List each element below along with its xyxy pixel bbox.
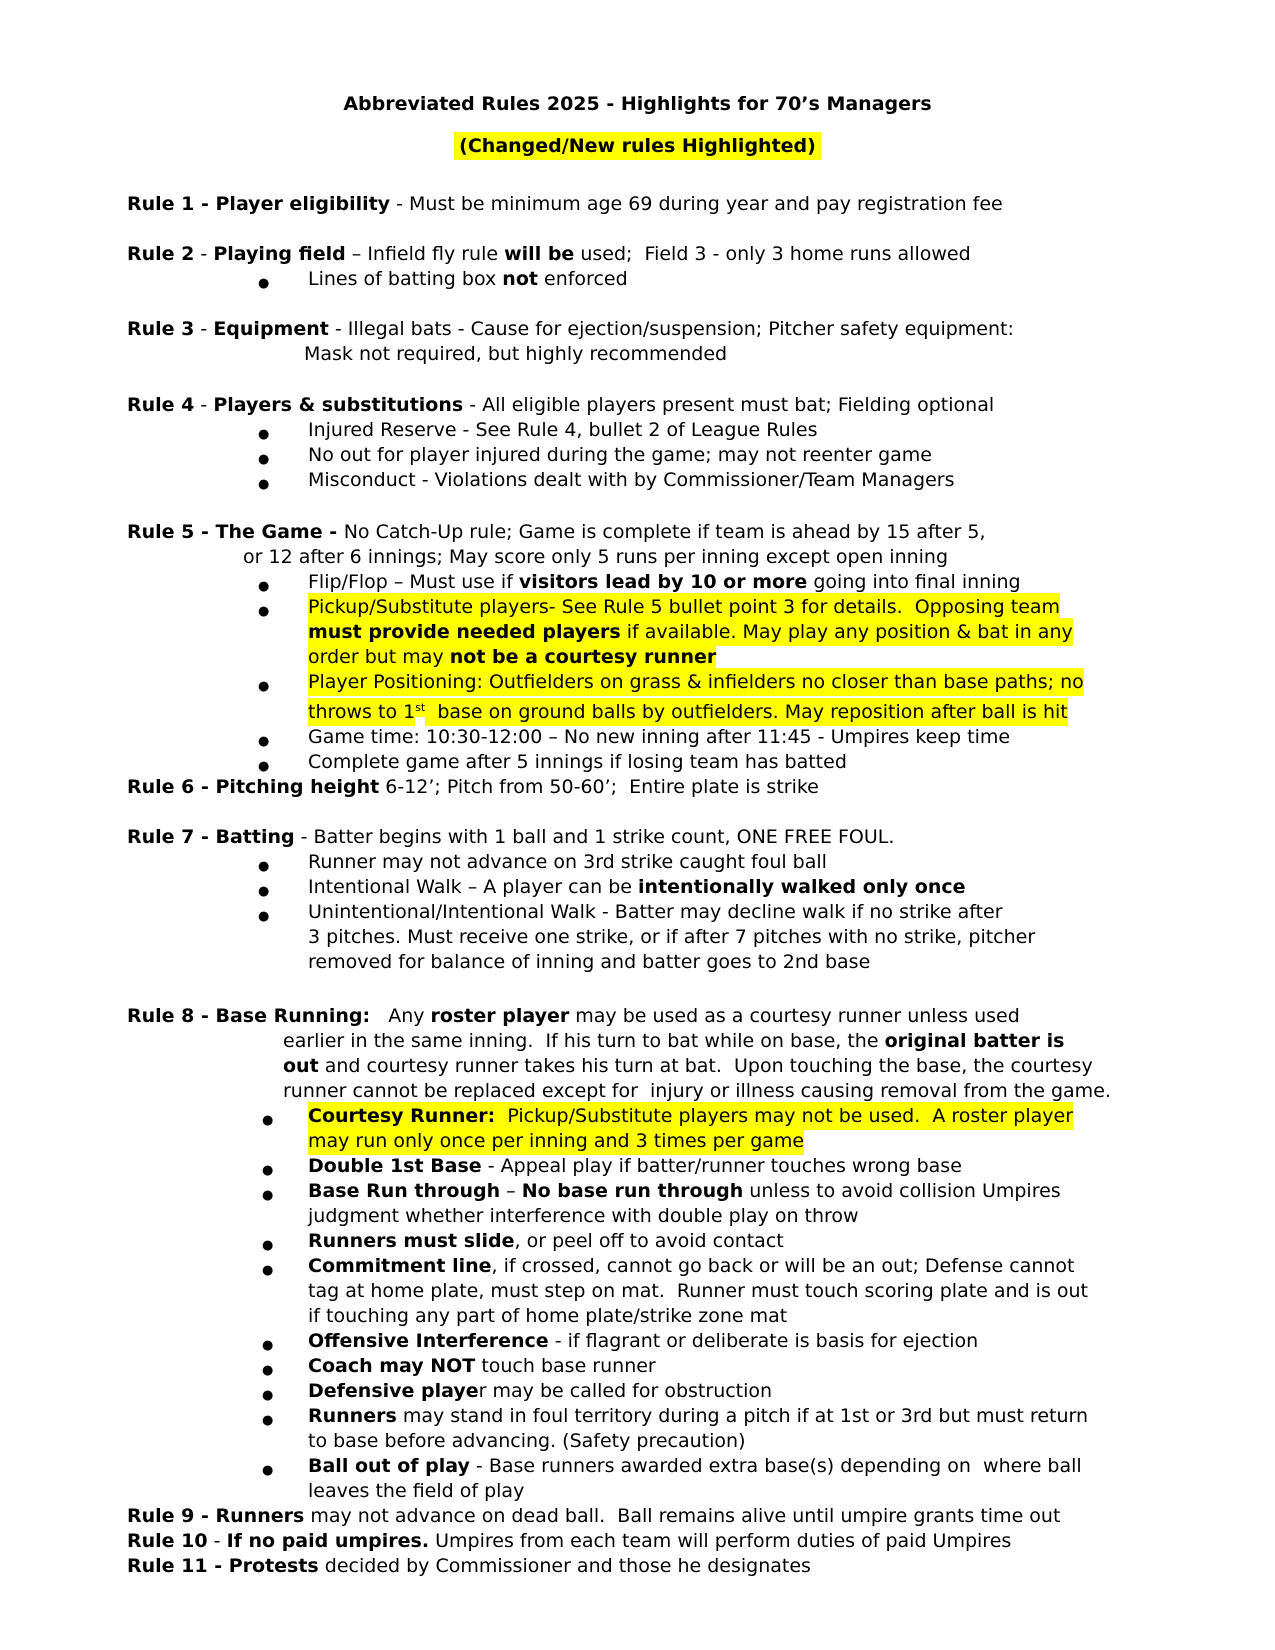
line-text — [308, 1455, 1082, 1477]
text-segment: Rule 7 - Batting — [127, 826, 295, 848]
bullet-item-highlighted — [0, 670, 1275, 695]
line-text — [308, 618, 1073, 646]
text-segment: No base run through — [521, 1180, 744, 1202]
continuation-line — [308, 645, 1275, 670]
text-segment: Lines of batting box — [308, 268, 503, 290]
text-segment: No out for player injured during the game; may not reenter game — [308, 444, 932, 466]
text-segment: Rule 6 - Pitching height — [127, 776, 380, 798]
text-segment: Abbreviated Rules 2025 - Highlights for 70’s Managers — [343, 93, 932, 115]
text-segment: - if flagrant or deliberate is basis for ejection — [548, 1330, 979, 1352]
text-segment: Rule 5 - The Game - — [127, 521, 344, 543]
line-text — [454, 132, 821, 160]
text-segment: order but may — [308, 643, 450, 671]
line-text — [308, 876, 966, 898]
text-segment: Offensive Interference — [308, 1330, 549, 1352]
text-segment: , if crossed, cannot go back or will be an out; Defense cannot — [491, 1255, 1075, 1277]
text-segment: Rule 4 — [127, 394, 195, 416]
line-text — [127, 521, 986, 543]
bullet-icon: ● — [258, 427, 270, 442]
bullet-item — [0, 1379, 1275, 1404]
line-text — [283, 1055, 1093, 1077]
text-segment: - Batter begins with 1 ball and 1 strike count, ONE FREE FOUL. — [294, 826, 895, 848]
bullet-item — [0, 1179, 1275, 1204]
text-segment: Double 1st Base — [308, 1155, 482, 1177]
text-segment: may stand in foul territory during a pitch if at 1st or 3rd but must return — [396, 1405, 1089, 1427]
rule-1 — [127, 192, 1275, 217]
text-segment: or 12 after 6 innings; May score only 5 runs per inning except open inning — [243, 546, 949, 568]
line-text — [127, 1005, 1020, 1027]
text-segment: touch base runner — [475, 1355, 656, 1377]
text-segment: removed for balance of inning and batter goes to 2nd base — [308, 951, 871, 973]
line-text — [308, 1430, 745, 1452]
rule-2 — [127, 242, 1275, 267]
text-segment: – — [500, 1180, 522, 1202]
text-segment: original batter is — [884, 1030, 1065, 1052]
rule-3 — [127, 317, 1275, 342]
text-segment: 3 pitches. Must receive one strike, or if after 7 pitches with no strike, pitcher — [308, 926, 1036, 948]
text-segment: Equipment — [213, 318, 329, 340]
text-segment: Rule 8 - Base Running: — [127, 1005, 371, 1027]
text-segment: , or peel off to avoid contact — [514, 1230, 784, 1252]
text-segment: (Changed/New rules Highlighted) — [454, 132, 821, 160]
line-text — [308, 1230, 784, 1252]
line-text — [127, 193, 1003, 215]
text-segment: Any — [370, 1005, 431, 1027]
rule-8 — [127, 1004, 1275, 1029]
bullet-icon: ● — [262, 1238, 274, 1253]
text-segment: Player Positioning: Outfielders on grass & infielders no closer than base paths; no — [308, 668, 1084, 696]
bullet-item — [0, 1254, 1275, 1279]
bullet-icon: ● — [258, 759, 270, 774]
text-segment: Misconduct - Violations dealt with by Commissioner/Team Managers — [308, 469, 955, 491]
text-segment: Playing field — [213, 243, 346, 265]
line-text — [127, 243, 971, 265]
bullet-item — [0, 418, 1275, 443]
bullet-icon: ● — [258, 679, 270, 694]
text-segment: Rule 3 — [127, 318, 195, 340]
text-segment: - Illegal bats - Cause for ejection/suspension; Pitcher safety equipment: — [328, 318, 1014, 340]
line-text — [127, 1530, 1011, 1552]
line-text — [308, 444, 932, 466]
text-segment: 6-12’; Pitch from 50-60’; Entire plate is strike — [379, 776, 819, 798]
bullet-icon: ● — [258, 909, 270, 924]
line-text — [127, 1505, 1060, 1527]
continuation-line — [283, 1079, 1275, 1104]
text-segment: Coach may NOT — [308, 1355, 476, 1377]
text-segment: - Base runners awarded extra base(s) depending on where ball — [469, 1455, 1082, 1477]
bullet-icon: ● — [262, 1188, 274, 1203]
bullet-icon: ● — [262, 1263, 274, 1278]
bullet-icon: ● — [262, 1463, 274, 1478]
continuation-line — [304, 342, 1275, 367]
line-text — [127, 318, 1014, 340]
rule-11 — [127, 1554, 1275, 1579]
bullet-icon: ● — [258, 452, 270, 467]
continuation-line — [283, 1029, 1275, 1054]
bullet-item — [0, 1329, 1275, 1354]
bullet-item — [0, 750, 1275, 775]
text-segment: - — [207, 1530, 227, 1552]
rule-5 — [127, 520, 1275, 545]
bullet-item-highlighted — [0, 595, 1275, 620]
text-segment: decided by Commissioner and those he designates — [318, 1555, 811, 1577]
continuation-line — [308, 1279, 1275, 1304]
text-segment: Courtesy Runner: — [308, 1102, 495, 1130]
text-segment: Rule 10 — [127, 1530, 208, 1552]
line-text — [308, 751, 847, 773]
line-text — [308, 668, 1084, 696]
continuation-line — [308, 620, 1275, 645]
line-text — [308, 726, 1010, 748]
rule-7 — [127, 825, 1275, 850]
bullet-item — [0, 1454, 1275, 1479]
bullet-icon: ● — [262, 1113, 274, 1128]
rule-4 — [127, 393, 1275, 418]
line-text — [308, 268, 628, 290]
text-segment: Players & substitutions — [213, 394, 464, 416]
text-segment: unless to avoid collision Umpires — [743, 1180, 1061, 1202]
text-segment: not — [502, 268, 538, 290]
continuation-line — [308, 1479, 1275, 1504]
line-text — [127, 826, 894, 848]
text-segment: Game time: 10:30-12:00 – No new inning after 11:45 - Umpires keep time — [308, 726, 1011, 748]
text-segment: and courtesy runner takes his turn at bat. Upon touching the base, the courtesy — [318, 1055, 1093, 1077]
text-segment: No Catch-Up rule; Game is complete if team is ahead by 15 after 5, — [343, 521, 986, 543]
text-segment: may be used as a courtesy runner unless used — [569, 1005, 1020, 1027]
text-segment: st — [415, 698, 425, 717]
line-text — [308, 593, 1060, 621]
text-segment: Defensive playe — [308, 1380, 479, 1402]
line-text — [343, 93, 931, 115]
line-text — [308, 1255, 1075, 1277]
bullet-item-highlighted — [0, 1104, 1275, 1129]
text-segment: Base Run through — [308, 1180, 501, 1202]
line-text — [308, 901, 1003, 923]
text-segment: - Appeal play if batter/runner touches wrong base — [481, 1155, 962, 1177]
text-segment: Ball out of play — [308, 1455, 470, 1477]
line-text — [308, 469, 954, 491]
bullet-item — [0, 570, 1275, 595]
text-segment: roster player — [430, 1005, 570, 1027]
continuation-line — [308, 1129, 1275, 1154]
text-segment: visitors lead by 10 or more — [518, 571, 808, 593]
document-title — [0, 92, 1275, 117]
text-segment: Rule 1 - Player eligibility — [127, 193, 391, 215]
text-segment: throws to 1 — [308, 698, 415, 726]
text-segment: - All eligible players present must bat; Fielding optional — [463, 394, 995, 416]
bullet-item — [0, 1229, 1275, 1254]
bullet-icon: ● — [262, 1363, 274, 1378]
text-segment: Commitment line — [308, 1255, 492, 1277]
text-segment: base on ground balls by outfielders. May reposition after ball is hit — [425, 698, 1068, 726]
text-segment: Flip/Flop – Must use if — [308, 571, 519, 593]
text-segment: may run only once per inning and 3 times per game — [308, 1127, 804, 1155]
line-text — [127, 394, 994, 416]
text-segment: will be — [504, 243, 575, 265]
bullet-item — [0, 850, 1275, 875]
text-segment: tag at home plate, must step on mat. Runner must touch scoring plate and is out — [308, 1280, 1089, 1302]
text-segment: used; Field 3 - only 3 home runs allowed — [574, 243, 971, 265]
line-text — [304, 343, 727, 365]
line-text — [308, 1330, 978, 1352]
line-text — [283, 1080, 1111, 1102]
text-segment: intentionally walked only once — [638, 876, 966, 898]
text-segment: Rule 9 - Runners — [127, 1505, 305, 1527]
text-segment: - — [194, 318, 214, 340]
text-segment: leaves the field of play — [308, 1480, 525, 1502]
text-segment: Umpires from each team will perform duties of paid Umpires — [429, 1530, 1012, 1552]
line-text — [308, 1405, 1088, 1427]
bullet-icon: ● — [262, 1413, 274, 1428]
text-segment: to base before advancing. (Safety precaution) — [308, 1430, 746, 1452]
text-segment: if available. May play any position & bat in any — [621, 618, 1073, 646]
bullet-icon: ● — [258, 734, 270, 749]
document-subtitle — [0, 134, 1275, 159]
line-text — [308, 1205, 859, 1227]
text-segment: earlier in the same inning. If his turn to bat while on base, the — [283, 1030, 885, 1052]
line-text — [308, 1380, 772, 1402]
continuation-line — [243, 545, 1275, 570]
line-text — [308, 643, 716, 671]
line-text — [308, 1102, 1073, 1130]
bullet-item — [0, 1404, 1275, 1429]
text-segment: If no paid umpires. — [226, 1530, 430, 1552]
text-segment: Unintentional/Intentional Walk - Batter may decline walk if no strike after — [308, 901, 1003, 923]
line-text — [308, 1480, 524, 1502]
text-segment: Rule 11 - Protests — [127, 1555, 319, 1577]
rule-6 — [127, 775, 1275, 800]
text-segment: may not advance on dead ball. Ball remains alive until umpire grants time out — [304, 1505, 1061, 1527]
continuation-line — [308, 925, 1275, 950]
bullet-icon: ● — [258, 477, 270, 492]
text-segment: must provide needed players — [308, 618, 621, 646]
continuation-line — [283, 1054, 1275, 1079]
text-segment: out — [283, 1055, 319, 1077]
line-text — [127, 776, 819, 798]
text-segment: Pickup/Substitute players- See Rule 5 bullet point 3 for details. Opposing team — [308, 593, 1060, 621]
line-text — [308, 1305, 787, 1327]
bullet-item — [0, 267, 1275, 292]
text-segment: - — [194, 243, 214, 265]
text-segment: going into final inning — [807, 571, 1021, 593]
bullet-icon: ● — [258, 859, 270, 874]
rule-9 — [127, 1504, 1275, 1529]
continuation-line — [308, 950, 1275, 975]
bullet-item — [0, 900, 1275, 925]
text-segment: if touching any part of home plate/strike zone mat — [308, 1305, 788, 1327]
bullet-icon: ● — [258, 579, 270, 594]
continuation-line — [308, 695, 1275, 725]
text-segment: judgment whether interference with double play on throw — [308, 1205, 859, 1227]
line-text — [243, 546, 948, 568]
text-segment: Mask not required, but highly recommended — [304, 343, 728, 365]
line-text — [308, 419, 818, 441]
line-text — [308, 851, 827, 873]
text-segment: Runners — [308, 1405, 397, 1427]
rule-10 — [127, 1529, 1275, 1554]
line-text — [127, 1555, 811, 1577]
bullet-icon: ● — [262, 1388, 274, 1403]
line-text — [308, 1127, 804, 1155]
bullet-item — [0, 1354, 1275, 1379]
text-segment: enforced — [537, 268, 628, 290]
text-segment: Injured Reserve - See Rule 4, bullet 2 of League Rules — [308, 419, 818, 441]
bullet-item — [0, 875, 1275, 900]
continuation-line — [308, 1204, 1275, 1229]
text-segment: - — [194, 394, 214, 416]
line-text — [308, 571, 1021, 593]
text-segment: - Must be minimum age 69 during year and pay registration fee — [390, 193, 1003, 215]
line-text — [308, 701, 1068, 723]
text-segment: Runners must slide — [308, 1230, 515, 1252]
bullet-item — [0, 468, 1275, 493]
line-text — [308, 1155, 962, 1177]
text-segment: Rule 2 — [127, 243, 195, 265]
bullet-item — [0, 725, 1275, 750]
bullet-icon: ● — [262, 1338, 274, 1353]
line-text — [308, 951, 870, 973]
continuation-line — [308, 1304, 1275, 1329]
line-text — [308, 926, 1035, 948]
text-segment: Pickup/Substitute players may not be used. A roster player — [495, 1102, 1073, 1130]
bullet-icon: ● — [262, 1163, 274, 1178]
bullet-icon: ● — [258, 276, 270, 291]
line-text — [308, 1355, 656, 1377]
bullet-item — [0, 443, 1275, 468]
text-segment: – Infield fly rule — [345, 243, 505, 265]
text-segment: Complete game after 5 innings if losing team has batted — [308, 751, 847, 773]
line-text — [308, 1180, 1061, 1202]
bullet-icon: ● — [258, 604, 270, 619]
line-text — [283, 1030, 1064, 1052]
bullet-icon: ● — [258, 884, 270, 899]
bullet-item — [0, 1154, 1275, 1179]
text-segment: runner cannot be replaced except for injury or illness causing removal from the game. — [283, 1080, 1111, 1102]
text-segment: Intentional Walk – A player can be — [308, 876, 639, 898]
continuation-line — [308, 1429, 1275, 1454]
line-text — [308, 1280, 1088, 1302]
text-segment: Runner may not advance on 3rd strike caught foul ball — [308, 851, 827, 873]
text-segment: r may be called for obstruction — [478, 1380, 773, 1402]
text-segment: not be a courtesy runner — [450, 643, 717, 671]
